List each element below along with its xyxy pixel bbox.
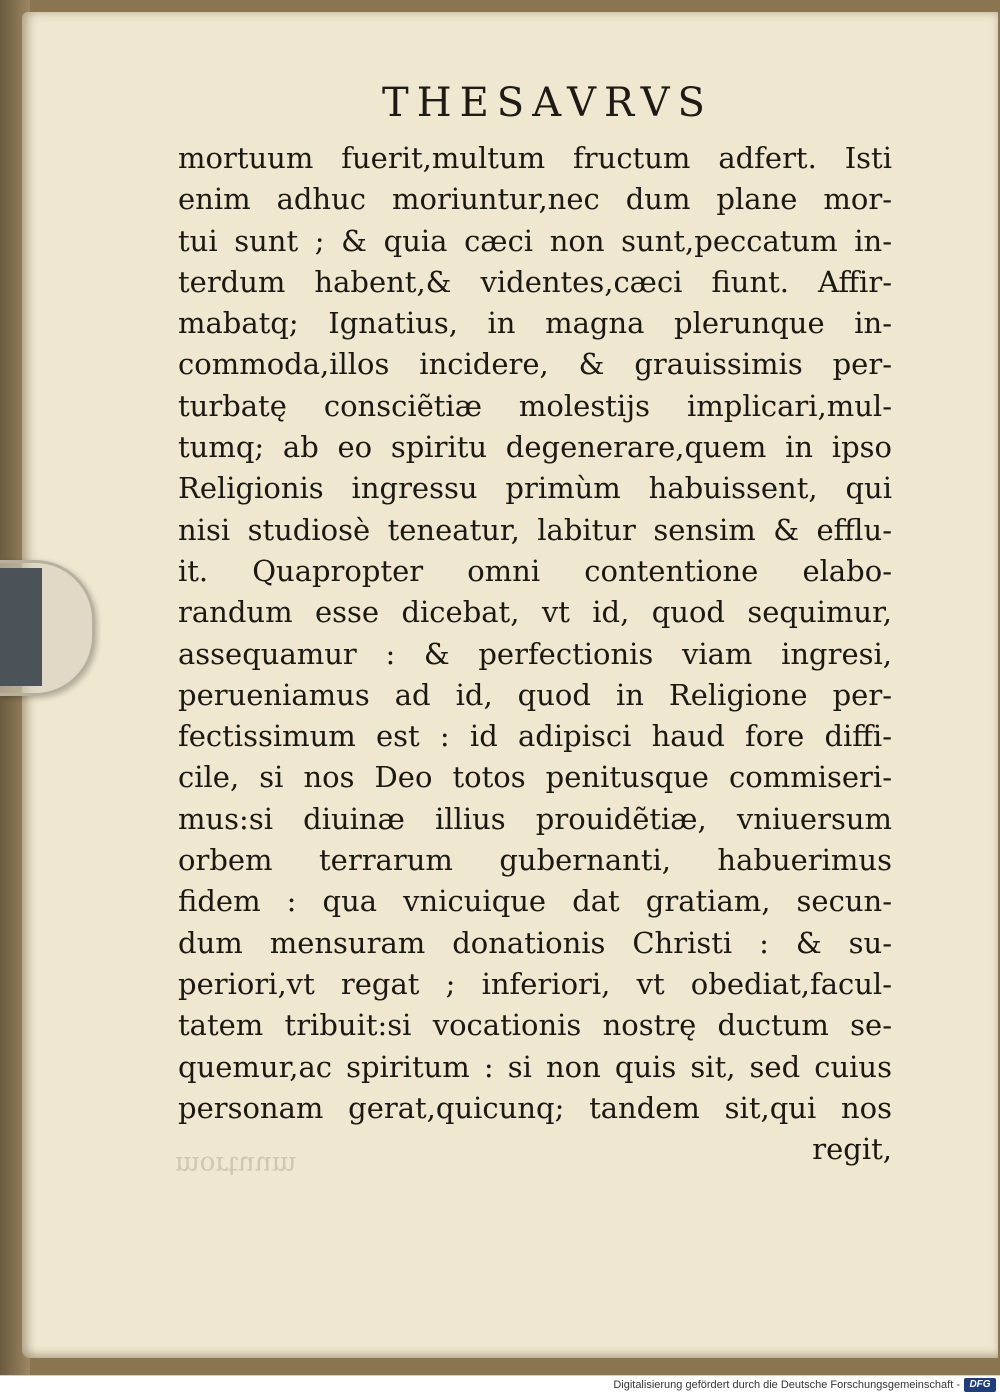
text-line: enim adhuc moriuntur,nec dum plane mor- (178, 182, 892, 217)
text-line: personam gerat,quicunq; tandem sit,qui nos (178, 1090, 892, 1125)
running-head: THESAVRVS (382, 80, 713, 126)
text-line: Religionis ingressu primùm habuissent, qui (178, 471, 892, 506)
text-line: fectissimum est : id adipisci haud fore diffi- (178, 719, 892, 754)
text-line: tatem tribuit:si vocationis nostrę ductum se- (178, 1008, 892, 1043)
text-line: tui sunt ; & quia cæci non sunt,peccatum in- (178, 223, 892, 258)
text-line: orbem terrarum gubernanti, habuerimus (178, 843, 892, 878)
text-line: nisi studiosè teneatur, labitur sensim & efflu- (178, 512, 892, 547)
text-line: cile, si nos Deo totos penitusque commiseri- (178, 760, 892, 795)
footer-bar (0, 1375, 1000, 1396)
text-line: it. Quapropter omni contentione elabo- (178, 553, 892, 588)
footer-credit: Digitalisierung gefördert durch die Deutsche Forschungsgemeinschaft - (613, 1379, 960, 1391)
clasp-strap (0, 568, 42, 686)
text-line: mabatq; Ignatius, in magna plerunque in- (178, 306, 892, 341)
body-text (178, 138, 892, 1170)
text-line: assequamur : & perfectionis viam ingresi, (178, 636, 892, 671)
text-line: mortuum fuerit,multum fructum adfert. Isti (178, 141, 892, 175)
text-line: dum mensuram donationis Christi : & su- (178, 925, 892, 960)
text-line: perueniamus ad id, quod in Religione per- (178, 677, 892, 712)
text-line: commoda,illos incidere, & grauissimis per- (178, 347, 892, 382)
text-line: terdum habent,& videntes,cæci fiunt. Affir- (178, 264, 892, 299)
catchword: regit, (812, 1132, 892, 1167)
dfg-logo[interactable]: DFG (964, 1378, 996, 1392)
text-line: mus:si diuinæ illius prouidẽtiæ, vniuersum (178, 801, 892, 836)
text-line: periori,vt regat ; inferiori, vt obediat,facul- (178, 966, 892, 1001)
text-line: tumq; ab eo spiritu degenerare,quem in ipso (178, 430, 892, 465)
text-line: randum esse dicebat, vt id, quod sequimur, (178, 595, 892, 630)
text-line: turbatę consciẽtiæ molestijs implicari,mul- (178, 388, 892, 423)
text-line: quemur,ac spiritum : si non quis sit, sed cuius (178, 1049, 892, 1084)
text-line: fidem : qua vnicuique dat gratiam, secun- (178, 884, 892, 919)
show-through-text: mortuum (175, 1150, 297, 1180)
